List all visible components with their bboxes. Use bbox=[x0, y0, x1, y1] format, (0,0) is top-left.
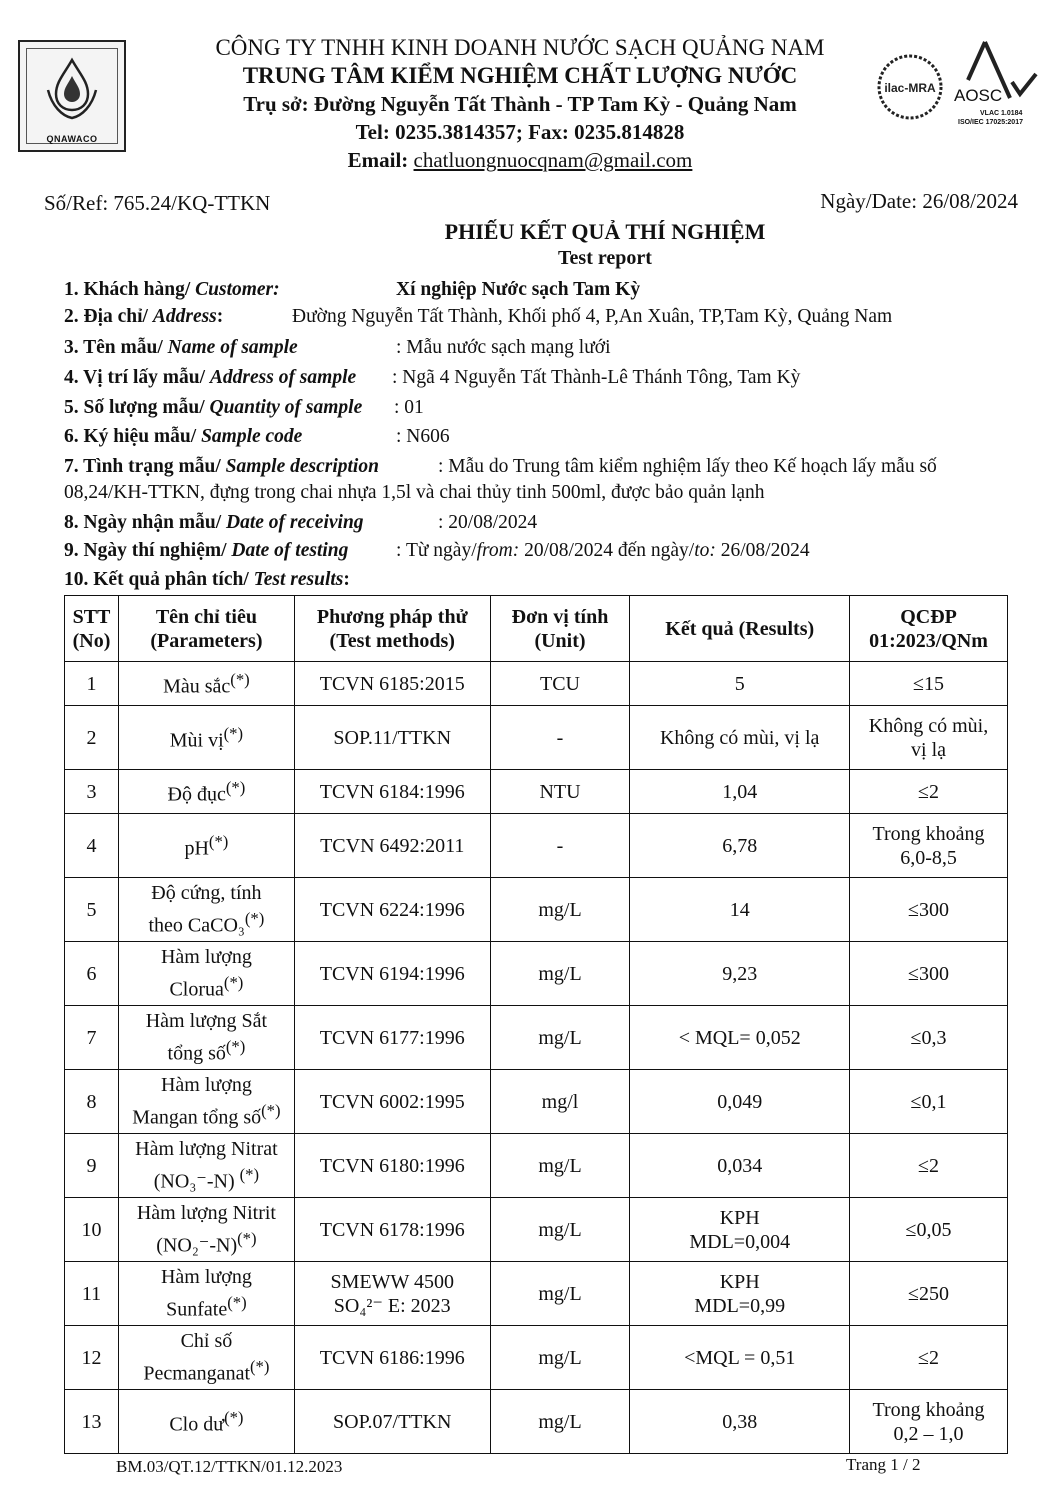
cell-method: TCVN 6177:1996 bbox=[294, 1006, 490, 1070]
cell-no: 2 bbox=[65, 706, 119, 770]
water-drop-hands-icon bbox=[44, 56, 100, 122]
vlac-text: VLAC 1.0184 bbox=[980, 110, 1023, 117]
customer-label-en: Customer: bbox=[195, 279, 280, 300]
description-value-2: 08,24/KH-TTKN, đựng trong chai nhựa 1,5l và chai thủy tinh 500ml, được bảo quản lạnh bbox=[64, 482, 765, 503]
ilac-mra-logo-icon bbox=[876, 48, 944, 126]
table-row bbox=[65, 770, 1008, 814]
cell-parameter: Hàm lượng Nitrat (NO₃⁻-N) (*) bbox=[118, 1134, 294, 1198]
cell-parameter: Mùi vị(*) bbox=[118, 706, 294, 770]
info-sample-description bbox=[64, 455, 937, 479]
email-label: Email: bbox=[347, 148, 414, 172]
info-customer bbox=[64, 278, 641, 302]
cell-limit: ≤15 bbox=[850, 662, 1008, 706]
testing-to-en: to: bbox=[694, 540, 716, 561]
cell-no: 6 bbox=[65, 942, 119, 1006]
testing-label: 9. Ngày thí nghiệm/ bbox=[64, 540, 227, 561]
results-table bbox=[64, 595, 1008, 1454]
table-row bbox=[65, 814, 1008, 878]
table-row bbox=[65, 1326, 1008, 1390]
aosc-logo bbox=[950, 40, 1040, 140]
cell-limit: ≤0,1 bbox=[850, 1070, 1008, 1134]
cell-method: TCVN 6186:1996 bbox=[294, 1326, 490, 1390]
table-row bbox=[65, 1006, 1008, 1070]
cell-limit: ≤300 bbox=[850, 878, 1008, 942]
header-standard: QCĐP 01:2023/QNm bbox=[850, 596, 1008, 662]
results-label: 10. Kết quả phân tích/ bbox=[64, 569, 249, 590]
header-results: Kết quả (Results) bbox=[630, 596, 850, 662]
info-date-testing bbox=[64, 539, 810, 563]
cell-no: 5 bbox=[65, 878, 119, 942]
table-row bbox=[65, 942, 1008, 1006]
cell-method: SOP.11/TTKN bbox=[294, 706, 490, 770]
cell-parameter: Độ cứng, tính theo CaCO₃(*) bbox=[118, 878, 294, 942]
cell-result: 9,23 bbox=[630, 942, 850, 1006]
cell-result: KPH MDL=0,004 bbox=[630, 1198, 850, 1262]
results-colon: : bbox=[343, 569, 350, 590]
table-row bbox=[65, 1390, 1008, 1454]
info-date-receiving bbox=[64, 511, 538, 535]
table-body bbox=[65, 662, 1008, 1454]
cell-method: TCVN 6178:1996 bbox=[294, 1198, 490, 1262]
cell-limit: ≤2 bbox=[850, 770, 1008, 814]
header-parameters: Tên chỉ tiêu (Parameters) bbox=[118, 596, 294, 662]
header-stt: STT (No) bbox=[65, 596, 119, 662]
customer-value: Xí nghiệp Nước sạch Tam Kỳ bbox=[396, 279, 641, 300]
cell-limit: ≤0,3 bbox=[850, 1006, 1008, 1070]
header-methods: Phương pháp thử (Test methods) bbox=[294, 596, 490, 662]
page-number: Trang 1 / 2 bbox=[846, 1455, 921, 1474]
cell-no: 12 bbox=[65, 1326, 119, 1390]
sample-code-label: 6. Ký hiệu mẫu/ bbox=[64, 426, 197, 447]
testing-value bbox=[396, 539, 810, 563]
cell-unit: mg/L bbox=[490, 942, 630, 1006]
info-sample-name bbox=[64, 336, 611, 360]
cell-unit: - bbox=[490, 814, 630, 878]
cell-method: TCVN 6185:2015 bbox=[294, 662, 490, 706]
cell-unit: mg/l bbox=[490, 1070, 630, 1134]
cell-parameter: Hàm lượng Sắt tổng số(*) bbox=[118, 1006, 294, 1070]
email-line bbox=[140, 146, 900, 174]
center-name: TRUNG TÂM KIỂM NGHIỆM CHẤT LƯỢNG NƯỚC bbox=[242, 63, 798, 88]
cell-result: <MQL = 0,51 bbox=[630, 1326, 850, 1390]
info-sample-quantity bbox=[64, 396, 424, 420]
cell-unit: NTU bbox=[490, 770, 630, 814]
table-row bbox=[65, 878, 1008, 942]
report-title: PHIẾU KẾT QUẢ THÍ NGHIỆM bbox=[444, 219, 766, 244]
reference-number: Số/Ref: 765.24/KQ-TTKN bbox=[44, 191, 271, 215]
cell-parameter: pH(*) bbox=[118, 814, 294, 878]
customer-label: 1. Khách hàng/ bbox=[64, 279, 191, 300]
results-label-en: Test results bbox=[253, 569, 344, 590]
cell-parameter: Màu sắc(*) bbox=[118, 662, 294, 706]
table-row bbox=[65, 1262, 1008, 1326]
report-date: Ngày/Date: 26/08/2024 bbox=[820, 189, 1018, 213]
cell-parameter: Hàm lượng Nitrit (NO₂⁻-N)(*) bbox=[118, 1198, 294, 1262]
form-code: BM.03/QT.12/TTKN/01.12.2023 bbox=[116, 1457, 343, 1476]
cell-no: 3 bbox=[65, 770, 119, 814]
sample-location-label-en: Address of sample bbox=[209, 367, 357, 388]
receiving-label-en: Date of receiving bbox=[226, 512, 364, 533]
table-row bbox=[65, 1070, 1008, 1134]
cell-parameter: Hàm lượng Mangan tổng số(*) bbox=[118, 1070, 294, 1134]
receiving-label: 8. Ngày nhận mẫu/ bbox=[64, 512, 222, 533]
phone-fax: Tel: 0235.3814357; Fax: 0235.814828 bbox=[355, 120, 685, 144]
cell-no: 10 bbox=[65, 1198, 119, 1262]
cell-parameter: Hàm lượng Sunfate(*) bbox=[118, 1262, 294, 1326]
cell-method: TCVN 6492:2011 bbox=[294, 814, 490, 878]
description-label-en: Sample description bbox=[225, 456, 379, 477]
cell-no: 4 bbox=[65, 814, 119, 878]
sample-name-value: : Mẫu nước sạch mạng lưới bbox=[396, 337, 611, 358]
cell-method: SMEWW 4500 SO₄²⁻ E: 2023 bbox=[294, 1262, 490, 1326]
quantity-value: : 01 bbox=[394, 397, 424, 418]
cell-result: 6,78 bbox=[630, 814, 850, 878]
cell-result: 0,38 bbox=[630, 1390, 850, 1454]
address-label: 2. Địa chỉ/ bbox=[64, 306, 148, 327]
email-link[interactable]: chatluongnuocqnam@gmail.com bbox=[413, 148, 693, 172]
sample-name-label: 3. Tên mẫu/ bbox=[64, 337, 163, 358]
cell-method: TCVN 6002:1995 bbox=[294, 1070, 490, 1134]
cell-result: 5 bbox=[630, 662, 850, 706]
cell-unit: mg/L bbox=[490, 1390, 630, 1454]
cell-result: < MQL= 0,052 bbox=[630, 1006, 850, 1070]
cell-no: 7 bbox=[65, 1006, 119, 1070]
receiving-value: : 20/08/2024 bbox=[438, 512, 538, 533]
sample-code-label-en: Sample code bbox=[201, 426, 303, 447]
cell-unit: mg/L bbox=[490, 1006, 630, 1070]
cell-limit: ≤2 bbox=[850, 1134, 1008, 1198]
table-row bbox=[65, 1198, 1008, 1262]
cell-result: 1,04 bbox=[630, 770, 850, 814]
sample-location-value: : Ngã 4 Nguyễn Tất Thành-Lê Thánh Tông, Tam Kỳ bbox=[392, 367, 801, 388]
table-row bbox=[65, 1134, 1008, 1198]
description-label: 7. Tình trạng mẫu/ bbox=[64, 456, 221, 477]
cell-unit: - bbox=[490, 706, 630, 770]
report-subtitle: Test report bbox=[558, 247, 652, 269]
cell-parameter: Độ đục(*) bbox=[118, 770, 294, 814]
cell-method: TCVN 6194:1996 bbox=[294, 942, 490, 1006]
cell-result: Không có mùi, vị lạ bbox=[630, 706, 850, 770]
cell-limit: Không có mùi, vị lạ bbox=[850, 706, 1008, 770]
aosc-text: AOSC bbox=[954, 86, 1003, 105]
office-address: Trụ sở: Đường Nguyễn Tất Thành - TP Tam Kỳ - Quảng Nam bbox=[243, 92, 797, 116]
cell-result: 14 bbox=[630, 878, 850, 942]
cell-method: TCVN 6224:1996 bbox=[294, 878, 490, 942]
cell-limit: Trong khoảng 6,0-8,5 bbox=[850, 814, 1008, 878]
cell-unit: mg/L bbox=[490, 1134, 630, 1198]
quantity-label-en: Quantity of sample bbox=[209, 397, 363, 418]
cell-parameter: Clo dư(*) bbox=[118, 1390, 294, 1454]
letterhead bbox=[140, 34, 900, 174]
cell-no: 11 bbox=[65, 1262, 119, 1326]
cell-method: SOP.07/TTKN bbox=[294, 1390, 490, 1454]
cell-result: 0,049 bbox=[630, 1070, 850, 1134]
company-logo bbox=[18, 40, 126, 152]
address-label-en: Address bbox=[152, 306, 217, 327]
cell-limit: ≤2 bbox=[850, 1326, 1008, 1390]
info-sample-code bbox=[64, 425, 450, 449]
cell-unit: mg/L bbox=[490, 1326, 630, 1390]
testing-from-label: : Từ ngày/ bbox=[396, 540, 477, 561]
cell-no: 13 bbox=[65, 1390, 119, 1454]
testing-label-en: Date of testing bbox=[231, 540, 349, 561]
cell-parameter: Chỉ số Pecmanganat(*) bbox=[118, 1326, 294, 1390]
cell-limit: Trong khoảng 0,2 – 1,0 bbox=[850, 1390, 1008, 1454]
cell-limit: ≤250 bbox=[850, 1262, 1008, 1326]
cell-parameter: Hàm lượng Clorua(*) bbox=[118, 942, 294, 1006]
report-title-block bbox=[0, 219, 1062, 271]
logo-brand-text: QNAWACO bbox=[46, 134, 98, 144]
cell-method: TCVN 6180:1996 bbox=[294, 1134, 490, 1198]
iso-text: ISO/IEC 17025:2017 bbox=[958, 119, 1023, 126]
quantity-label: 5. Số lượng mẫu/ bbox=[64, 397, 205, 418]
cell-unit: mg/L bbox=[490, 1262, 630, 1326]
cell-unit: TCU bbox=[490, 662, 630, 706]
cell-method: TCVN 6184:1996 bbox=[294, 770, 490, 814]
ilac-text: ilac-MRA bbox=[884, 81, 936, 95]
sample-code-value: : N606 bbox=[396, 426, 450, 447]
table-row bbox=[65, 706, 1008, 770]
info-results bbox=[64, 568, 350, 592]
cell-result: KPH MDL=0,99 bbox=[630, 1262, 850, 1326]
testing-from-date: 20/08/2024 đến ngày/ bbox=[519, 540, 695, 561]
cell-no: 9 bbox=[65, 1134, 119, 1198]
table-header-row bbox=[65, 596, 1008, 662]
cell-result: 0,034 bbox=[630, 1134, 850, 1198]
cell-no: 8 bbox=[65, 1070, 119, 1134]
table-row bbox=[65, 662, 1008, 706]
cell-limit: ≤0,05 bbox=[850, 1198, 1008, 1262]
cell-no: 1 bbox=[65, 662, 119, 706]
info-address: 2. Địa chỉ/ Address: Đường Nguyễn Tất Thành, Khối phố 4, P,An Xuân, TP,Tam Kỳ, Quảng Nam bbox=[64, 306, 893, 327]
testing-to-date: 26/08/2024 bbox=[715, 540, 810, 561]
info-sample-location bbox=[64, 366, 801, 390]
cell-limit: ≤300 bbox=[850, 942, 1008, 1006]
company-name: CÔNG TY TNHH KINH DOANH NƯỚC SẠCH QUẢNG NAM bbox=[215, 35, 825, 60]
header-unit: Đơn vị tính (Unit) bbox=[490, 596, 630, 662]
cell-unit: mg/L bbox=[490, 1198, 630, 1262]
sample-name-label-en: Name of sample bbox=[167, 337, 298, 358]
cell-unit: mg/L bbox=[490, 878, 630, 942]
address-value: Đường Nguyễn Tất Thành, Khối phố 4, P,An Xuân, TP,Tam Kỳ, Quảng Nam bbox=[292, 306, 893, 327]
description-value-1: : Mẫu do Trung tâm kiểm nghiệm lấy theo Kế hoạch lấy mẫu số bbox=[438, 456, 937, 477]
sample-location-label: 4. Vị trí lấy mẫu/ bbox=[64, 367, 206, 388]
testing-from-en: from: bbox=[476, 540, 520, 561]
